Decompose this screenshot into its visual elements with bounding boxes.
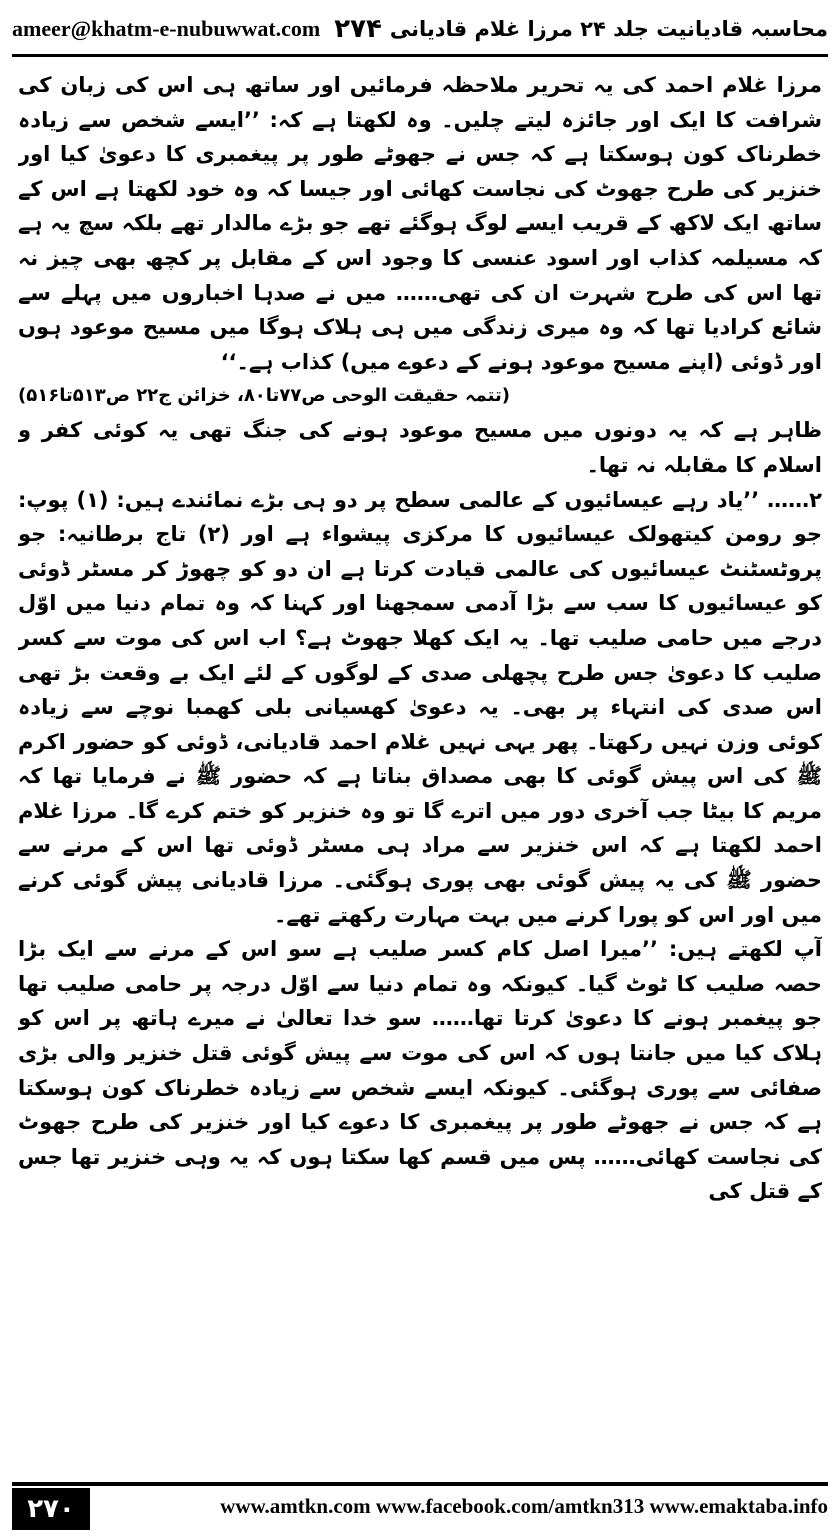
page-body — [18, 68, 822, 1474]
reference-citation: (تتمہ حقیقت الوحی ص۷۷تا۸۰، خزائن ج۲۲ ص۵۱۳تا۵۱۶) — [18, 385, 510, 407]
header-title: محاسبہ قادیانیت جلد ۲۴ مرزا غلام قادیانی — [389, 17, 828, 41]
header-page-number: ۲۷۴ — [334, 14, 382, 44]
footer-links: www.amtkn.com www.facebook.com/amtkn313 www.emaktaba.info — [220, 1494, 828, 1518]
header-email: ameer@khatm-e-nubuwwat.com — [12, 16, 321, 41]
paragraph-quote-2: آپ لکھتے ہیں: ’’میرا اصل کام کسر صلیب ہے سو اس کے مرنے سے ایک بڑا حصہ صلیب کا ٹوٹ گیا۔ کیونکہ وہ تمام دنیا سے اوّل درجہ پر حامی صلیب تھا جو پیغمبر ہونے کا دعویٰ کرتا تھا…… سو خدا تعالیٰ نے میرے ہاتھ پر اس کو ہلاک کیا میں جانتا ہوں کہ اس کی موت سے پیش گوئی قتل خنزیر والی بڑی صفائی سے پوری ہوگئی۔ کیونکہ ایسے شخص سے زیادہ خطرناک کون ہوسکتا ہے کہ جس نے جھوٹے طور پر پیغمبری کا دعوے کیا اور خنزیر کی طرح جھوٹ کی نجاست کھائی…… پس میں قسم کھا سکتا ہوں کہ یہ وہی خنزیر تھا جس کے قتل کی — [18, 937, 822, 1204]
paragraph-quote-1: مرزا غلام احمد کی یہ تحریر ملاحظہ فرمائیں اور ساتھ ہی اس کی زبان کی شرافت کا ایک اور جائزہ لیتے چلیں۔ وہ لکھتا ہے کہ: ’’ایسے شخص سے زیادہ خطرناک کون ہوسکتا ہے کہ جس نے جھوٹے طور پر پیغمبری کا دعویٰ کیا اور خنزیر کی طرح جھوٹ کی نجاست کھائی اور جیسا کہ وہ خود لکھتا ہے اس کے ساتھ ایک لاکھ کے قریب ایسے لوگ ہوگئے تھے جو بڑے مالدار تھے بلکہ سچ یہ ہے کہ مسیلمہ کذاب اور اسود عنسی کا وجود اس کے مقابل پر کچھ بھی چیز نہ تھا اس کی طرح شہرت ان کی تھی…… میں نے صدہا اخباروں میں پہلے سے شائع کرادیا تھا کہ وہ میری زندگی میں ہی ہلاک ہوگا میں مسیح موعود ہوں اور ڈوئی (اپنے مسیح موعود ہونے کے دعوے میں) کذاب ہے۔‘‘ — [18, 73, 822, 374]
paragraph-conclusion: ظاہر ہے کہ یہ دونوں میں مسیح موعود ہونے کی جنگ تھی یہ کوئی کفر و اسلام کا مقابلہ نہ تھا۔ — [18, 418, 822, 477]
paragraph-point-2: ۲…… ’’یاد رہے عیسائیوں کے عالمی سطح پر دو ہی بڑے نمائندے ہیں: (۱) پوپ: جو رومن کیتھولک عیسائیوں کا مرکزی پیشواء ہے اور (۲) تاج برطانیہ: جو پروٹسٹنٹ عیسائیوں کی عالمی قیادت کرتا ہے ان دو کو چھوڑ کر مسٹر ڈوئی کو عیسائیوں کا سب سے بڑا آدمی سمجھنا اور کہنا کہ وہ تمام دنیا میں اوّل درجے میں حامی صلیب تھا۔ یہ ایک کھلا جھوٹ ہے؟ اب اس کی موت سے کسر صلیب کا دعویٰ جس طرح پچھلی صدی کے لوگوں کے لئے ایک بے وقعت بڑ تھی اس صدی کی انتہاء پر بھی۔ یہ دعویٰ کھسیانی بلی کھمبا نوچے سے زیادہ کوئی وزن نہیں رکھتا۔ پھر یہی نہیں غلام احمد قادیانی، ڈوئی کو حضور اکرم ﷺ کی اس پیش گوئی کا بھی مصداق بناتا ہے کہ حضور ﷺ نے فرمایا تھا کہ مریم کا بیٹا جب آخری دور میں اترے گا تو وہ خنزیر کو ختم کرے گا۔ مرزا غلام احمد لکھتا ہے کہ اس خنزیر سے مراد ہی مسٹر ڈوئی تھا اس کے مرنے سے حضور ﷺ کی یہ پیش گوئی بھی پوری ہوگئی۔ مرزا قادیانی پیش گوئی کرنے میں اور اس کو پورا کرنے میں بہت مہارت رکھتے تھے۔ — [18, 487, 822, 927]
page-footer — [12, 1482, 828, 1534]
footer-page-number: ۲۷۰ — [12, 1488, 90, 1530]
header-divider — [12, 54, 828, 57]
page-header — [12, 6, 828, 52]
footer-divider — [12, 1482, 828, 1486]
